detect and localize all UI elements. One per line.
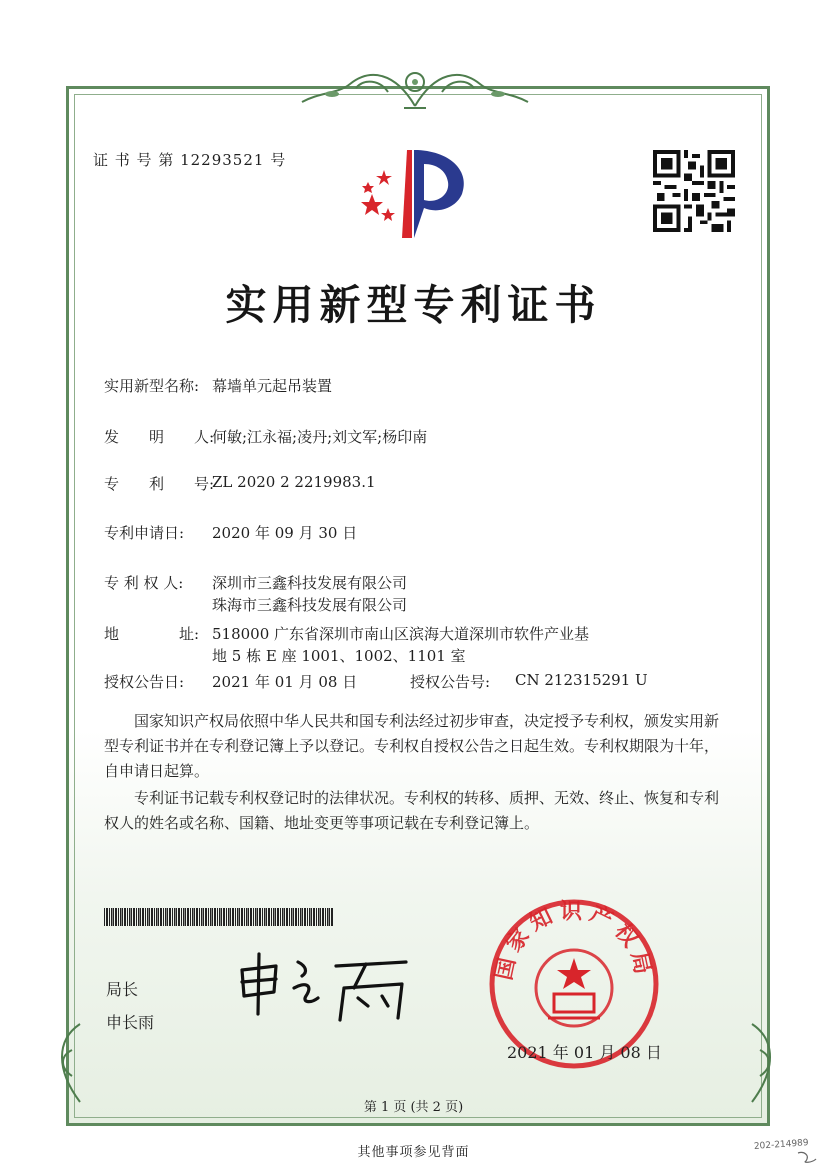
svg-text:202-214989: 202-214989 [753,1138,809,1152]
certificate-frame [66,86,770,1126]
holder-label: 专 利 权 人: [104,574,184,592]
holder-value-2: 珠海市三鑫科技发展有限公司 [212,596,408,614]
inventor-value: 何敏;江永福;凌丹;刘文军;杨印南 [212,428,428,446]
patent-number-value: ZL 2020 2 2219983.1 [212,473,376,491]
svg-text:国家知识产权局: 国家知识产权局 [491,899,657,983]
grant-number-label: 授权公告号: [410,673,491,691]
corner-ornament-icon [50,1020,102,1106]
address-label: 地 址: [104,625,200,643]
paragraph-1: 国家知识产权局依照中华人民共和国专利法经过初步审查，决定授予专利权，颁发实用新型专利证书并在专利登记簿上予以登记。专利权自授权公告之日起生效。专利权期限为十年，自申请日起算。 [104,712,720,780]
certificate-number: 证 书 号 第 12293521 号 [93,151,287,169]
barcode-icon [104,908,334,926]
floral-ornament-icon [290,62,540,118]
signer-name: 申长雨 [106,1013,155,1032]
inventor-label: 发 明 人: [104,428,215,446]
name-value: 幕墙单元起吊装置 [212,377,333,395]
name-label: 实用新型名称: [104,377,200,395]
patent-office-logo-icon [352,142,472,242]
holder-value-1: 深圳市三鑫科技发展有限公司 [212,574,408,592]
handwritten-signature [236,948,416,1024]
apply-date-label: 专利申请日: [104,524,185,542]
paragraph-2: 专利证书记载专利权登记时的法律状况。专利权的转移、质押、无效、终止、恢复和专利权人的姓名或名称、国籍、地址变更等事项记载在专利登记簿上。 [104,789,720,832]
handwritten-note [752,1135,822,1165]
grant-number-value: CN 212315291 U [515,671,648,689]
patent-number-label: 专 利 号: [104,475,215,493]
footer-note: 其他事项参见背面 [357,1145,470,1160]
grant-date-value: 2021 年 01 月 08 日 [212,673,358,691]
apply-date-value: 2020 年 09 月 30 日 [212,524,358,542]
address-value-2: 地 5 栋 E 座 1001、1002、1101 室 [212,647,466,665]
body-text [104,709,724,836]
signer-role: 局长 [106,980,139,999]
page-number: 第 1 页 (共 2 页) [363,1100,464,1115]
qr-code-icon [653,150,735,232]
grant-date-label: 授权公告日: [104,673,185,691]
seal-date: 2021 年 01 月 08 日 [507,1043,662,1062]
address-value-1: 518000 广东省深圳市南山区滨海大道深圳市软件产业基 [212,625,590,643]
certificate-title: 实用新型专利证书 [225,281,602,329]
corner-ornament-icon [730,1020,782,1106]
